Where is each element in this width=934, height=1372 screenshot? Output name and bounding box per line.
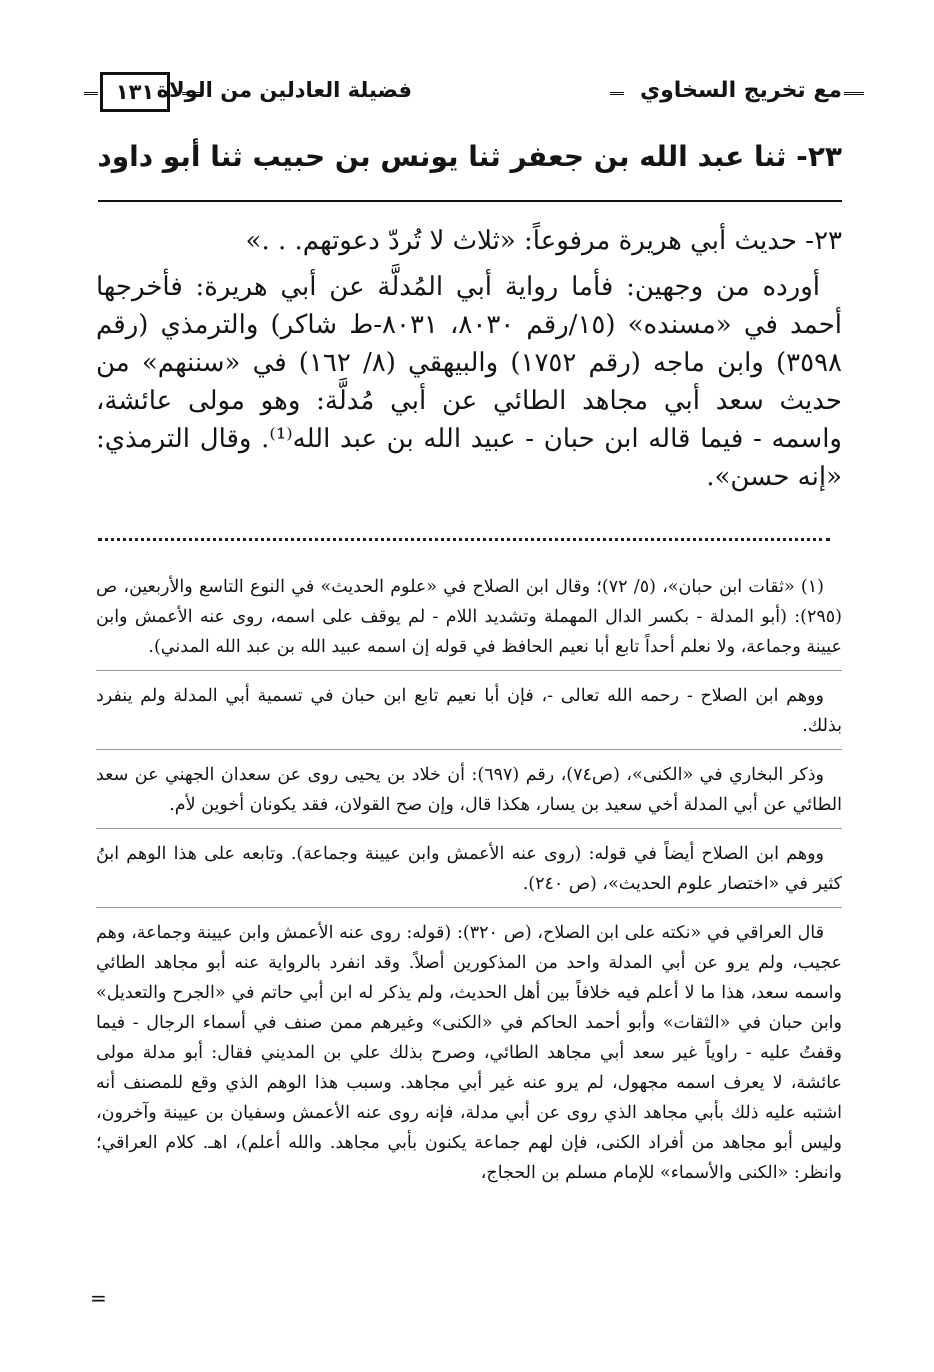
header-section-title: فضيلة العادلين من الولاة (156, 78, 412, 102)
header-rule (844, 92, 864, 95)
footnote-paragraph: ووهم ابن الصلاح - رحمه الله تعالى -، فإن أبا نعيم تابع ابن حبان في تسمية أبي المدلة ولم ينفرد بذلك. (96, 681, 842, 750)
main-text (96, 222, 842, 496)
footnote-paragraph: قال العراقي في «نكته على ابن الصلاح، (ص ٣٢٠): (قوله: روى عنه الأعمش وابن عيينة وجماعة، وهم عجيب، ولم يرو عن أبي المدلة واحد من المذكورين أصلاً. وقد انفرد بالرواية عنه أبو مجاهد الطائي واسمه سعد، هذا ما لا أعلم فيه خلافاً بين أهل الحديث، ولم يذكر له ابن أبي حاتم في «الجرح والتعديل» وابن حبان في «الثقات» وأبو أحمد الحاكم في «الكنى» وغيرهم ممن صنف في أسماء الرجال - فيما وقفتُ عليه - راوياً غير سعد أبي مجاهد الطائي، وصرح بذلك علي بن المديني فقال: أبو مدلة مولى عائشة، لا يعرف اسمه مجهول، لم يرو عنه غير أبي مجاهد. وسبب هذا الوهم الذي وقع للمصنف أنه اشتبه عليه ذلك بأبي مجاهد الذي روى عن أبي مدلة، فإنه روى عنه الأعمش وسفيان بن عيينة وآخرون، وليس أبو مجاهد من أفراد الكنى، فإن لهم جماعة يكنون بأبي مجاهد. والله أعلم)، اهـ. كلام العراقي؛ وانظر: «الكنى والأسماء» للإمام مسلم بن الحجاج، (96, 923, 842, 1183)
isnad-divider (98, 200, 842, 202)
continuation-mark: = (90, 1286, 107, 1310)
header-book-title: مع تخريج السخاوي (639, 78, 842, 103)
running-header (90, 72, 842, 112)
header-rule (610, 92, 624, 95)
isnad-line: ٢٣- ثنا عبد الله بن جعفر ثنا يونس بن حبيب ثنا أبو داود (97, 140, 842, 173)
hadith-heading: ٢٣- حديث أبي هريرة مرفوعاً: «ثلاث لا تُردّ دعوتهم. . .» (245, 226, 842, 256)
footnote-paragraph: وذكر البخاري في «الكنى»، (ص٧٤)، رقم (٦٩٧): أن خلاد بن يحيى روى عن سعدان الجهني عن سعد الطائي عن أبي المدلة أخي سعيد بن يسار، هكذا قال، وإن صح القولان، فقد يكونان أخوين لأم. (96, 760, 842, 829)
takhrij-paragraph: أورده من وجهين: فأما رواية أبي المُدلَّة عن أبي هريرة: فأخرجها أحمد في «مسنده» (١٥/رقم ٨٠٣٠، ٨٠٣١-ط شاكر) والترمذي (رقم ٣٥٩٨) وابن ماجه (رقم ١٧٥٢) والبيهقي (٨/ ١٦٢) في «سننهم» من حديث سعد أبي مجاهد الطائي عن أبي مُدلَّة: وهو مولى عائشة، واسمه - فيما قاله ابن حبان - عبيد الله بن عبد الله⁽¹⁾. وقال الترمذي: «إنه حسن». (96, 272, 843, 492)
footnotes (96, 572, 842, 1206)
footnote-paragraph: ووهم ابن الصلاح أيضاً في قوله: (روى عنه الأعمش وابن عيينة وجماعة). وتابعه على هذا الوهم ابنُ كثير في «اختصار علوم الحديث»، (ص ٢٤٠). (96, 839, 842, 908)
page-number: ١٣١ (100, 72, 170, 112)
header-rule (84, 92, 98, 95)
footnote-separator (98, 538, 830, 541)
header-rule (182, 92, 202, 95)
footnote-paragraph: (١) «ثقات ابن حبان»، (٥/ ٧٢)؛ وقال ابن الصلاح في «علوم الحديث» في النوع التاسع والأربعين، ص (٢٩٥): (أبو المدلة - بكسر الدال المهملة وتشديد اللام - لم يوقف على اسمه، روى عنه الأعمش وابن عيينة وجماعة، ولا نعلم أحداً تابع أبا نعيم الحافظ في قوله إن اسمه عبيد الله بن عبد الله المدني). (96, 572, 842, 671)
